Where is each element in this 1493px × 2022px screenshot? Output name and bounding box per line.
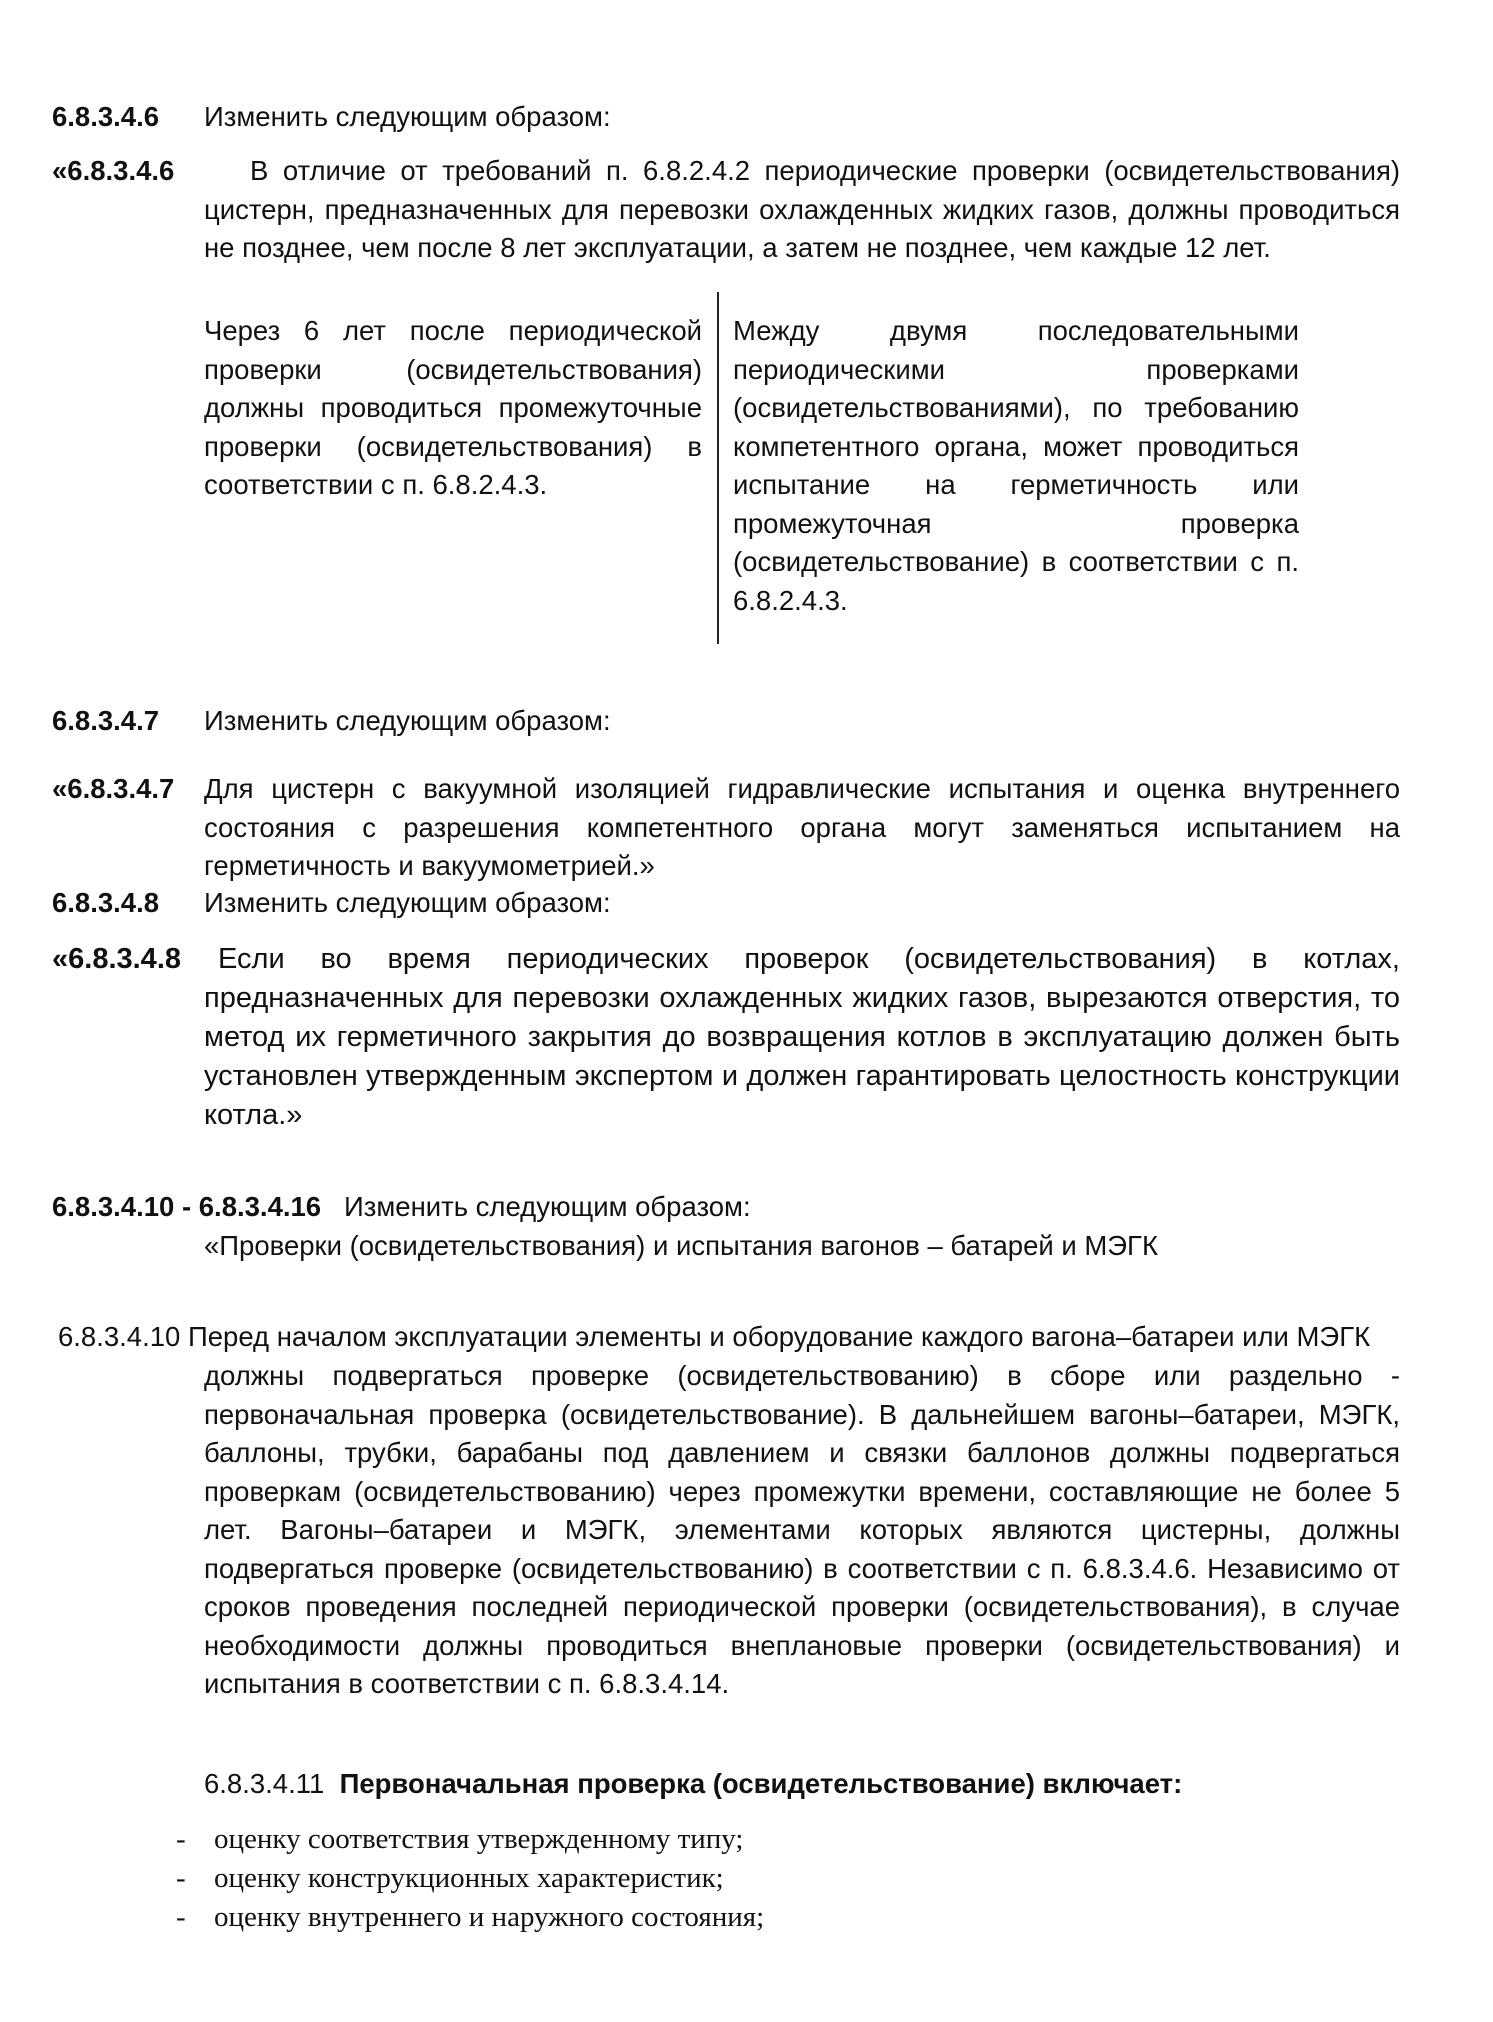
section-instruction: Изменить следующим образом: <box>204 887 611 918</box>
paragraph-first-line-text: Перед началом эксплуатации элементы и оборудование каждого вагона–батареи или МЭГК <box>187 1321 1371 1352</box>
bullet-list <box>176 1820 1076 1937</box>
section-instruction: Изменить следующим образом: <box>204 101 611 132</box>
section-number: 6.8.3.4.8 <box>52 887 160 918</box>
paragraph-text: должны подвергаться проверке (освидетельствованию) в сборе или раздельно - первоначальная проверка (освидетельствование). В дальнейшем вагоны–батареи, МЭГК, баллоны, трубки, барабаны под давлением и связки баллонов должны подвергаться проверкам (освидетельствованию) через промежутки времени, составляющие не более 5 лет. Вагоны–батареи и МЭГК, элементами которых являются цистерны, должны подвергаться проверке (освидетельствованию) в соответствии с п. 6.8.3.4.6. Независимо от сроков проведения последней периодической проверки (освидетельствования), в случае необходимости должны проводиться внеплановые проверки (освидетельствования) и испытания в соответствии с п. 6.8.3.4.14. <box>204 1360 1400 1699</box>
list-dash: - <box>176 1823 186 1855</box>
section-subtitle: «Проверки (освидетельствования) и испытания вагонов – батарей и МЭГК <box>204 1230 1158 1261</box>
list-item-text: оценку соответствия утвержденному типу; <box>214 1823 744 1855</box>
section-number: 6.8.3.4.7 <box>52 705 160 736</box>
list-dash: - <box>176 1862 186 1894</box>
paragraph-number: 6.8.3.4.10 <box>58 1321 181 1352</box>
section-text: В отличие от требований п. 6.8.2.4.2 периодические проверки (освидетельствования) цистерн, предназначенных для перевозки охлажденных жидких газов, должны проводиться не позднее, чем после 8 лет эксплуатации, а затем не позднее, чем каждые 12 лет. <box>204 155 1400 263</box>
list-item-text: оценку конструкционных характеристик; <box>214 1862 724 1894</box>
section-text: Для цистерн с вакуумной изоляцией гидравлические испытания и оценка внутреннего состояния с разрешения компетентного органа могут заменяться испытанием на герметичность и вакуумометрией.» <box>204 773 1400 881</box>
table-right-column: Между двумя последовательными периодическими проверками (освидетельствованиями), по требованию компетентного органа, может проводиться испытание на герметичность или промежуточная проверка (освидетельствование) в соответствии с п. 6.8.2.4.3. <box>733 315 1299 616</box>
quoted-section-number: «6.8.3.4.8 <box>52 943 181 975</box>
list-item <box>176 1859 1076 1898</box>
list-dash: - <box>176 1901 186 1933</box>
table-divider <box>717 292 719 644</box>
quoted-section-number: «6.8.3.4.7 <box>52 773 175 804</box>
subsection-title: Первоначальная проверка (освидетельствование) включает: <box>339 1768 1183 1799</box>
list-item <box>176 1820 1076 1859</box>
section-instruction: Изменить следующим образом: <box>204 705 611 736</box>
quoted-section-number: «6.8.3.4.6 <box>52 155 175 186</box>
section-instruction: Изменить следующим образом: <box>344 1191 751 1222</box>
list-item-text: оценку внутреннего и наружного состояния; <box>214 1901 765 1933</box>
table-left-column: Через 6 лет после периодической проверки (освидетельствования) должны проводиться промежуточные проверки (освидетельствования) в соответствии с п. 6.8.2.4.3. <box>204 315 702 500</box>
subsection-heading <box>204 1765 1182 1804</box>
section-text: Если во время периодических проверок (освидетельствования) в котлах, предназначенных для перевозки охлажденных жидких газов, вырезаются отверстия, то метод их герметичного закрытия до возвращения котлов в эксплуатацию должен быть установлен утвержденным экспертом и должен гарантировать целостность конструкции котла.» <box>204 943 1400 1131</box>
section-number: 6.8.3.4.10 - 6.8.3.4.16 <box>52 1191 322 1222</box>
subsection-number: 6.8.3.4.11 <box>204 1768 325 1799</box>
paragraph-first-line <box>58 1318 1370 1357</box>
list-item <box>176 1898 1076 1937</box>
section-number: 6.8.3.4.6 <box>52 101 160 132</box>
